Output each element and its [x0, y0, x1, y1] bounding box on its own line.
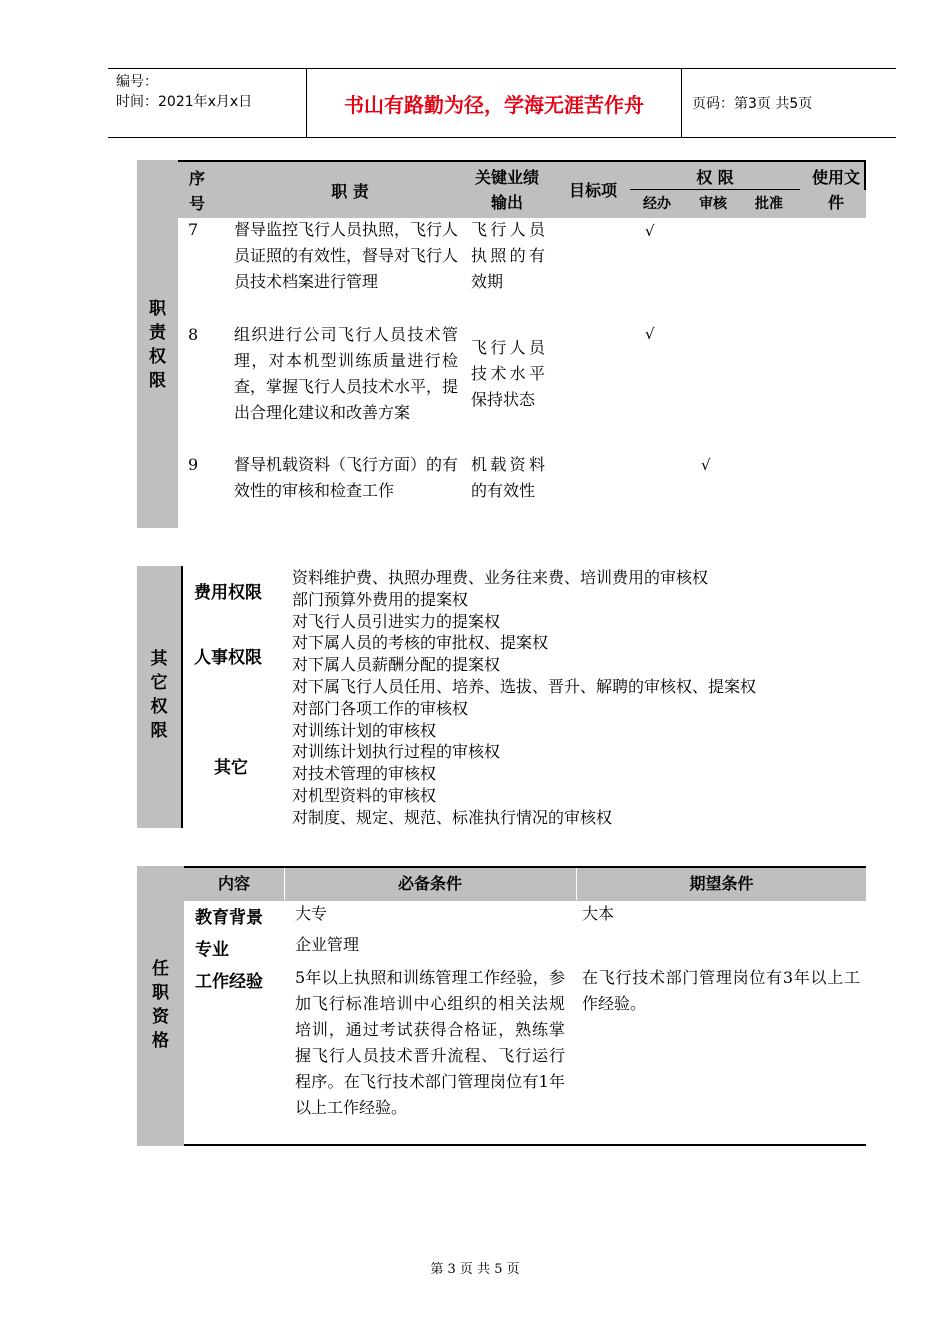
header-review: 审核	[699, 195, 727, 212]
row-duty: 督导监控飞行人员执照，飞行人员证照的有效性，督导对飞行人员技术档案进行管理	[234, 220, 459, 291]
list-item: 对部门各项工作的审核权	[292, 698, 469, 718]
row-expected: 大本	[582, 904, 615, 923]
checkmark: √	[701, 456, 711, 474]
header-handle: 经办	[643, 195, 671, 212]
row-expected: 在飞行技术部门管理岗位有3年以上工作经验。	[582, 968, 860, 1013]
row-required: 大专	[295, 904, 328, 923]
header-document: 使用文件	[811, 168, 860, 212]
header-approve: 批准	[755, 195, 783, 212]
list-item: 资料维护费、执照办理费、业务往来费、培训费用的审核权	[292, 568, 709, 587]
responsibility-section-label	[137, 290, 178, 400]
category-personnel: 人事权限	[194, 648, 262, 668]
list-item: 对下属人员薪酬分配的提案权	[292, 655, 501, 675]
row-label: 工作经验	[195, 972, 263, 992]
page-header	[108, 68, 896, 138]
section-label-text: 任 职 资 格	[152, 959, 169, 1051]
header-meta	[108, 69, 307, 137]
header-authority: 权 限	[696, 167, 734, 187]
header-page-number: 页码：第3页 共5页	[692, 96, 813, 112]
category-expense: 费用权限	[194, 583, 262, 603]
list-item: 对下属飞行人员任用、培养、选拔、晋升、解聘的审核权、提案权	[292, 677, 757, 696]
section-label-text: 职 责 权 限	[149, 299, 166, 391]
page-footer: 第 3 页 共 5 页	[430, 1262, 520, 1277]
other-authority-section-label	[137, 640, 181, 750]
list-item: 对制度、规定、规范、标准执行情况的审核权	[292, 807, 613, 827]
list-item: 对训练计划执行过程的审核权	[292, 742, 501, 762]
row-output: 机载资料的有效性	[471, 455, 545, 500]
list-item: 对训练计划的审核权	[292, 720, 437, 740]
row-label: 教育背景	[195, 908, 263, 928]
row-required: 企业管理	[295, 935, 360, 954]
row-duty: 组织进行公司飞行人员技术管理，对本机型训练质量进行检查，掌握飞行人员技术水平，提出合理化建议和改善方案	[234, 325, 459, 422]
list-item: 对下属人员的考核的审批权、提案权	[292, 633, 549, 653]
checkmark: √	[645, 222, 655, 240]
header-target: 目标项	[568, 180, 617, 200]
header-duty: 职 责	[331, 181, 369, 201]
checkmark: √	[645, 325, 655, 343]
list-item: 对飞行人员引进实力的提案权	[292, 611, 501, 631]
header-required: 必备条件	[397, 874, 462, 893]
section-label-text: 其 它 权 限	[150, 649, 168, 741]
header-key-output: 关键业绩输出	[474, 168, 539, 212]
list-item: 对技术管理的审核权	[292, 764, 437, 784]
table-bottom-border	[184, 1144, 866, 1146]
row-required: 5年以上执照和训练管理工作经验，参加飞行标准培训中心组织的相关法规培训，通过考试获得合格证，熟练掌握飞行人员技术晋升流程、飞行运行程序。在飞行技术部门管理岗位有1年以上工作经验。	[295, 968, 565, 1117]
header-content: 内容	[217, 874, 250, 893]
document-number: 编号：	[116, 74, 158, 90]
list-item: 对机型资料的审核权	[292, 786, 437, 805]
row-number: 8	[188, 325, 199, 344]
row-output: 飞行人员执照的有效期	[471, 220, 545, 291]
row-output: 飞行人员技术水平保持状态	[471, 338, 545, 409]
document-date: 时间：2021年x月x日	[116, 94, 253, 110]
header-motto: 书山有路勤为径，学海无涯苦作舟	[307, 69, 682, 137]
row-label: 专业	[195, 940, 229, 960]
header-expected: 期望条件	[689, 874, 754, 893]
header-seq: 序号	[188, 169, 205, 213]
row-number: 9	[188, 455, 199, 474]
row-number: 7	[188, 220, 199, 239]
category-other: 其它	[214, 758, 248, 778]
list-item: 部门预算外费用的提案权	[292, 589, 469, 609]
row-duty: 督导机载资料（飞行方面）的有效性的审核和检查工作	[234, 455, 459, 500]
section-divider	[181, 566, 183, 828]
qualification-section-label	[137, 950, 184, 1060]
